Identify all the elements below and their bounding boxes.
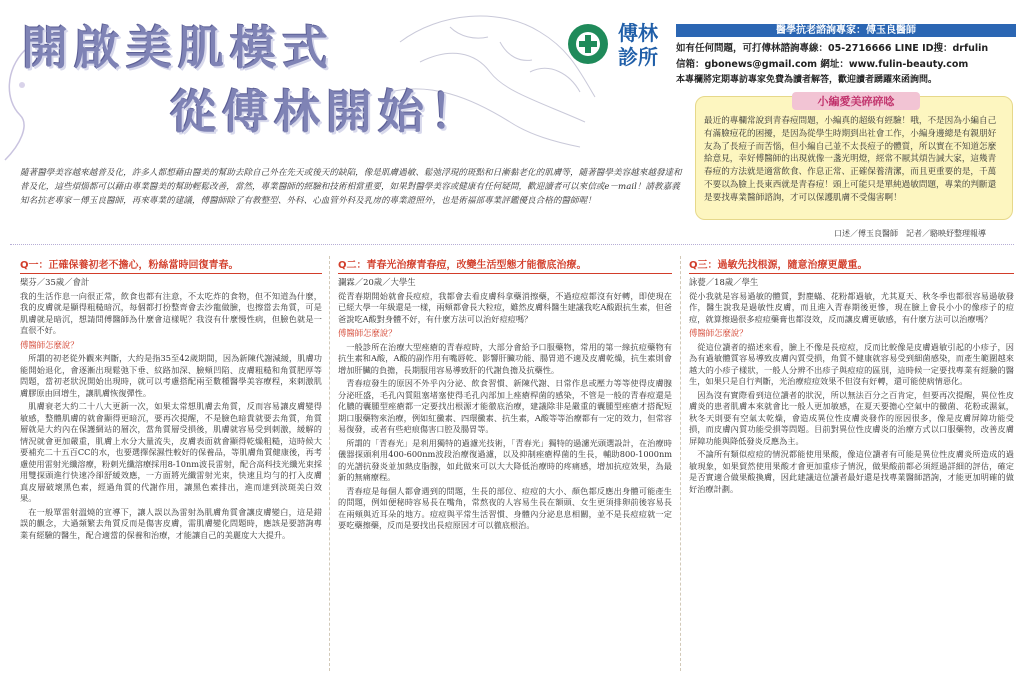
q3-answer-3: 不論所有類似痘痘的情況都能使用果酸，像這位讀者有可能是異位性皮膚炎所造成的過敏現象，如果貿然使用果酸才會更加重疹子情況，做果酸前都必須經過詳細的評估，確定是否實適合做果酸換膚，因此建議這位讀者最好還是找專業醫師諮詢，才能更加明確的做好治療計劃。 bbox=[689, 449, 1014, 494]
q2-answer-2: 青春痘發生的原因不外乎內分泌、飲食習慣、新陳代謝、日常作息或壓力等等使得皮膚腺分泌旺盛，毛孔內質阻塞堵塞使得毛孔內部加上痤瘡桿菌的感染，不管是一般的青春痘還是化膿的囊腫型痤瘡都一定要找出根源才能徹底治療，建議除非是嚴重的囊腫型痤瘡才搭配短期口服藥物來治療，例如紅黴素、四環黴素、抗生素，A酸等等治療都有一定的效力，但常容易復發，或者有些疤痕傷害口腔及腸胃等。 bbox=[338, 378, 672, 434]
q2-answer-1: 一般診所在治療大型痤瘡的青春痘時，大部分會給予口服藥物，常用的第一線抗痘藥物有抗生素和A酸，A酸的副作用有嘴唇乾、影響肝臟功能、腸胃道不適及皮膚乾燥，抗生素則會增加肝臟的負擔，長期服用容易導致肝的代謝負擔及抗藥性。 bbox=[338, 341, 672, 375]
q3-answer-1: 從這位讀者的描述來看，臉上不像是長痘痘，反而比較像是皮膚過敏引起的小疹子，因為有過敏體質容易導致皮膚內質受損，角質不健康就容易受到細菌感染，而產生範圍越來越大的小疹子樣狀，一般人分辨不出疹子與痘痘的區別，這時候一定要找專業有經驗的醫生，如果只是自行判斷，光治療痘痘效果不但沒有好轉，還可能使病情惡化。 bbox=[689, 341, 1014, 386]
intro-paragraph: 隨著醫學美容越來越普及化，許多人都想藉由醫美的幫助去除自己外在先天或後天的缺陷，像是肌膚過敏、鬆弛浮現的斑點和日漸黏老化的肌膚等，隨著醫學美容越來越發達和普及化，這些煩惱都可以藉由專業醫美的幫助輕鬆改善，當然，專業醫師的經驗和技術相當重要，如果對醫學美容或健康有任何疑問，歡迎讀者可以來信或e－mail！請教嘉義知名抗老專家－傅玉良醫師，再來專業的建議，傅醫師除了有教整型、外科、心血管外科及乳房的專業證照外，也是術福部專業評鑑優良合格的醫師喔！ bbox=[20, 168, 682, 206]
page-title-line1: 開啟美肌模式 bbox=[22, 21, 334, 75]
q3-column bbox=[689, 256, 1014, 670]
q3-answer-2: 因為沒有實際看到這位讀者的狀況，所以無法百分之百肯定，但要再次提醒，異位性皮膚炎的患者肌膚本來就會比一般人更加敏感，在夏天要擔心空氣中的黴菌、花粉或濕氣，秋冬天則要有空氣太乾燥，會造成異位性皮膚炎發作的原因很多，像是皮膚屏障功能受損，而皮膚內質功能受損等問題。目前對異位性皮膚炎的治療方式以口服藥物，改善皮膚屏障功能與降低發炎反應為主。 bbox=[689, 389, 1014, 446]
q1-question: 我的生活作息一向很正常，飲食也都有注意，不太吃炸的食物，但不知道為什麼，我的皮膚就是顯得粗糙暗沉，每個都打扮整齊會去沙龍做臉，也擦當去角質，可是肌膚就是暗沉，想請問傅醫師為什麼會這樣呢？我沒有什麼慢性病，但臉色就是一直很不好。 bbox=[20, 290, 322, 335]
q1-heading: Q一：正確保養初老不擔心，粉絲當時回復青春。 bbox=[20, 260, 239, 271]
q3-body bbox=[689, 277, 1014, 672]
q1-answer-3: 在一般單雷射溫燒的宣導下，讓人誤以為雷射為肌膚角質會讓皮膚變白，這是錯誤的觀念，大過頻繁去角質反而是傷害皮膚，需肌膚變化問題時，應該是要諮詢專業有經驗的醫生，配合適當的保養和治療，才能讓自己的美麗度大大提升。 bbox=[20, 506, 322, 540]
q2-column bbox=[338, 256, 672, 670]
q3-question: 從小我就是容易過敏的體質，對塵蟎、花粉都過敏，尤其夏天、秋冬季也都很容易過敏發作，醫生說我是過敏性皮膚，而且進入青春期後更慘，現在臉上會長小小的像疹子的痘痘，就算擦過很多痘痘藥膏也都沒效，反而讓皮膚更敏感，有什麼方法可以治療嗎？ bbox=[689, 290, 1014, 324]
q3-heading-rule bbox=[689, 273, 1014, 274]
q2-heading-rule bbox=[338, 273, 672, 274]
q3-heading: Q三：過敏先找根源，隨意治療更嚴重。 bbox=[689, 260, 868, 271]
column-divider-2 bbox=[680, 256, 681, 671]
q3-doctor-says: 傅醫師怎麼說？ bbox=[689, 328, 748, 338]
page-title-line2: 從傅林開始！ bbox=[170, 85, 482, 139]
clinic-name-bottom: 診所 bbox=[618, 45, 658, 69]
editor-note-box bbox=[695, 96, 1013, 220]
q2-question: 從青春期開始就會長痘痘，我都會去看皮膚科拿藥消擦藥，不過痘痘都沒有好轉，即使現在已經大學一年級還是一樣，兩頰都會長大粒痘，雖然皮膚科醫生建議我吃A酸跟抗生素，但爸爸說吃A酸對身體不好，有什麼方法可以治好痘痘嗎？ bbox=[338, 290, 672, 324]
q1-body bbox=[20, 277, 322, 672]
logo-cross-icon-h bbox=[579, 41, 597, 47]
clinic-logo bbox=[568, 24, 608, 64]
clinic-name-top: 傅林 bbox=[618, 21, 658, 45]
q1-author: 檗芬／35歲／會計 bbox=[20, 277, 90, 287]
q2-author: 瀾霖／20歲／大學生 bbox=[338, 277, 416, 287]
editor-note-title: 小編愛美碎碎唸 bbox=[792, 92, 920, 110]
q1-answer-2: 肌膚衰老大約二十八大更新一次，如果太常想肌膚去角質，反而容易讓皮膚變得敏感，整體肌膚的就會顯得更暗沉，要再次提醒，不是臉色暗貴就要去角質，角質層就是大約內在保護網站的層次，當角質層受損後，肌膚就容易受到刺激，緩解的情況就會更加嚴重，肌膚上水分大量流失，皮膚表面就會顯得乾燥粗糙，這時候大要補充二十五百CC的水，也要選擇保濕性較好的保養品，等肌膚角質健康後，再考慮使用雷射光纖溶療，粉刺光纖溶療採用8-10nm波長雷射，配合高科技光纖光束採用雙探頭進行快速冷卻舒緩效應，一方面將光纖雷射光束，快速且均勻的打入皮膚真皮層破壞黑色素，經過角質的代謝作用，讓黑色素排出，進而達到淡斑美白效果。 bbox=[20, 401, 322, 503]
q2-heading: Q二：青春光治療青春痘，改變生活型態才能徹底治療。 bbox=[338, 260, 587, 271]
q1-answer-1: 所謂的初老從外觀來判斷，大約是指35至42歲期間，因為新陳代謝減緩，肌膚功能開始退化，會逐漸出現鬆弛下垂、紋路加深、臉頰凹陷、皮膚粗糙和角質肥厚等問題，當初老狀況開始出現時，就可以考慮搭配兩至數種醫學美容療程，來刺激肌膚膠原由回增生，讓肌膚恢復彈性。 bbox=[20, 353, 322, 398]
separator-rule bbox=[10, 244, 1014, 245]
consultant-header: 醫學抗老諮詢專家：傅玉良醫師 bbox=[676, 24, 1016, 37]
q3-author: 詠甍／18歲／學生 bbox=[689, 277, 759, 287]
q2-answer-4: 青春痘是每個人都會遇到的問題，生長的部位、痘痘的大小、顏色都反應出身體可能產生的問題，例如便秘時容易長在嘴角，常熬夜的人容易生長在額頭、女生更須排卵前後容易長在兩頰與近耳朵的地方。痘痘與平常生活習慣、身體內分泌息息相關，並不是長痘痘就一定要吃藥擦藥，反而是要找出長痘原因才可以徹底根治。 bbox=[338, 485, 672, 530]
byline-credit: 口述／傅玉良醫師 記者／駱映妤整理報導 bbox=[834, 229, 986, 238]
editor-note-text: 最近的專欄常說到青春痘問題，小編真的超級有經驗！哦，不是因為小編自己有滿臉痘花的困擾，是因為從學生時期到出社會工作，小編身邊總是有親朋好友為了長痘子而苦惱，但小編自己並不太長痘子的體質，所以實在不知道怎麼給意見，幸好傅醫師的出現就像一盞光明燈，經常不厭其煩告誡大家，這幾青春痘的方法就是適當飲食、作息正常、正確保養清潔，而且更重要的是，千萬不要以為臉上長東西就是青春痘！頭上可能只是單純過敏問題，專業的判斷還是要找專業醫師諮詢，才可以保護肌膚不受傷害啊！ bbox=[704, 116, 997, 203]
q2-body bbox=[338, 277, 672, 672]
column-notice: 本專欄將定期專訪專家免費為讀者解答，歡迎讀者踴躍來函詢問。 bbox=[676, 75, 938, 85]
column-divider-1 bbox=[329, 256, 330, 671]
contact-phone: 如有任何問題，可打傅林諮詢專線：05-2716666 LINE ID搜：drfulin bbox=[676, 43, 989, 54]
clinic-info bbox=[676, 24, 1016, 85]
q1-column bbox=[20, 256, 322, 670]
q2-answer-3: 所謂的「青春光」是利用獨特的過濾光技術，「青春光」獨特的過濾光頭選設計，在治療時儀器探頭利用400-600nm波段治療復過濾，以及抑制痤瘡桿菌的生長，輔助800-1000nm的光譜抗發炎並加熱皮脂腺，如此做來可以大大降低治療時的疼痛感，增加抗痘效果，為最新的無痛療程。 bbox=[338, 437, 672, 482]
q1-doctor-says: 傅醫師怎麼說？ bbox=[20, 339, 79, 350]
q2-doctor-says: 傅醫師怎麼說？ bbox=[338, 328, 397, 338]
contact-email-web: 信箱：gbonews@gmail.com 網址：www.fulin-beauty.com bbox=[676, 59, 969, 70]
q1-heading-rule bbox=[20, 273, 322, 274]
